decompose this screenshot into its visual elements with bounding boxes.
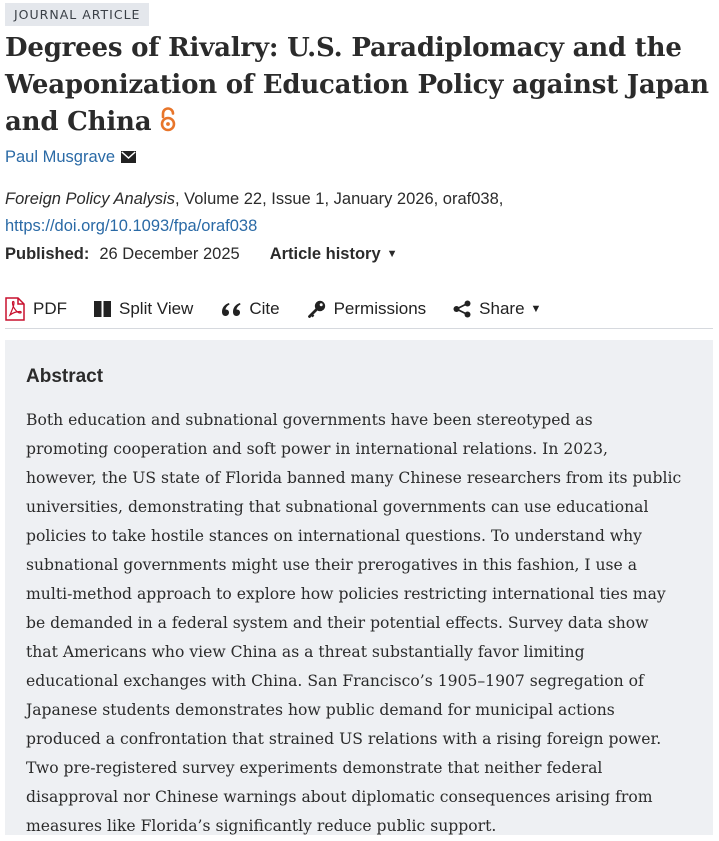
abstract-line: Japanese students demonstrates how public demand for municipal actions: [26, 701, 615, 719]
citation-details: , Volume 22, Issue 1, January 2026, oraf038,: [174, 190, 504, 208]
share-icon: [453, 300, 471, 318]
abstract-line: promoting cooperation and soft power in international relations. In 2023,: [26, 440, 608, 458]
open-access-icon: [159, 107, 177, 144]
caret-down-icon: ▼: [386, 248, 398, 260]
abstract-line: however, the US state of Florida banned many Chinese researchers from its public: [26, 469, 682, 487]
split-view-label: Split View: [119, 299, 194, 318]
share-label: Share: [479, 299, 525, 318]
quote-icon: [221, 301, 241, 317]
abstract-line: educational exchanges with China. San Francisco’s 1905–1907 segregation of: [26, 672, 644, 690]
published-date: 26 December 2025: [99, 245, 240, 263]
doi-link[interactable]: https://doi.org/10.1093/fpa/oraf038: [5, 217, 258, 235]
pdf-file-icon: [5, 297, 25, 321]
permissions-button[interactable]: [308, 292, 427, 326]
article-history-toggle[interactable]: [270, 243, 398, 265]
abstract-line: produced a confrontation that strained US relations with a rising foreign power.: [26, 730, 662, 748]
abstract-line: measures like Florida’s significantly reduce public support.: [26, 817, 497, 835]
abstract-line: universities, demonstrating that subnational governments can use educational: [26, 498, 649, 516]
key-icon: [308, 300, 326, 318]
abstract-line: Two pre-registered survey experiments demonstrate that neither federal: [26, 759, 603, 777]
cite-button[interactable]: [221, 292, 279, 326]
cite-label: Cite: [249, 299, 280, 318]
abstract-line: policies to take hostile stances on international questions. To understand why: [26, 527, 642, 545]
split-view-icon: [94, 301, 111, 317]
abstract-line: subnational governments might use their prerogatives in this fashion, I use a: [26, 556, 638, 574]
abstract-line: be demanded in a federal system and their potential effects. Survey data show: [26, 614, 649, 632]
share-button[interactable]: [453, 292, 541, 326]
caret-down-icon: ▼: [530, 303, 542, 315]
pdf-label: PDF: [33, 299, 67, 318]
abstract-line: that Americans who view China as a threat substantially favor limiting: [26, 643, 585, 661]
pdf-button[interactable]: [5, 292, 67, 326]
author-row: [5, 146, 136, 169]
abstract-line: disapproval nor Chinese warnings about diplomatic consequences arising from: [26, 788, 653, 806]
article-type-badge: JOURNAL ARTICLE: [5, 3, 149, 26]
abstract-line: Both education and subnational governments have been stereotyped as: [26, 411, 593, 429]
publication-row: [5, 243, 398, 265]
envelope-icon[interactable]: [121, 147, 136, 169]
journal-name: Foreign Policy Analysis: [5, 190, 175, 208]
abstract-body: [26, 406, 706, 841]
split-view-button[interactable]: [94, 292, 193, 326]
article-history-label: Article history: [269, 245, 381, 263]
permissions-label: Permissions: [333, 299, 427, 318]
article-toolbar: [5, 290, 713, 329]
abstract-line: multi-method approach to explore how policies restricting international ties may: [26, 585, 666, 603]
article-title: [5, 30, 717, 144]
citation-block: [5, 186, 705, 240]
article-title-text: Degrees of Rivalry: U.S. Paradiplomacy and the Weaponization of Education Policy against Japan and China: [5, 33, 709, 137]
abstract-section: [5, 340, 713, 835]
author-link[interactable]: Paul Musgrave: [5, 148, 116, 166]
published-label: Published:: [5, 245, 90, 263]
abstract-heading: Abstract: [26, 366, 104, 387]
